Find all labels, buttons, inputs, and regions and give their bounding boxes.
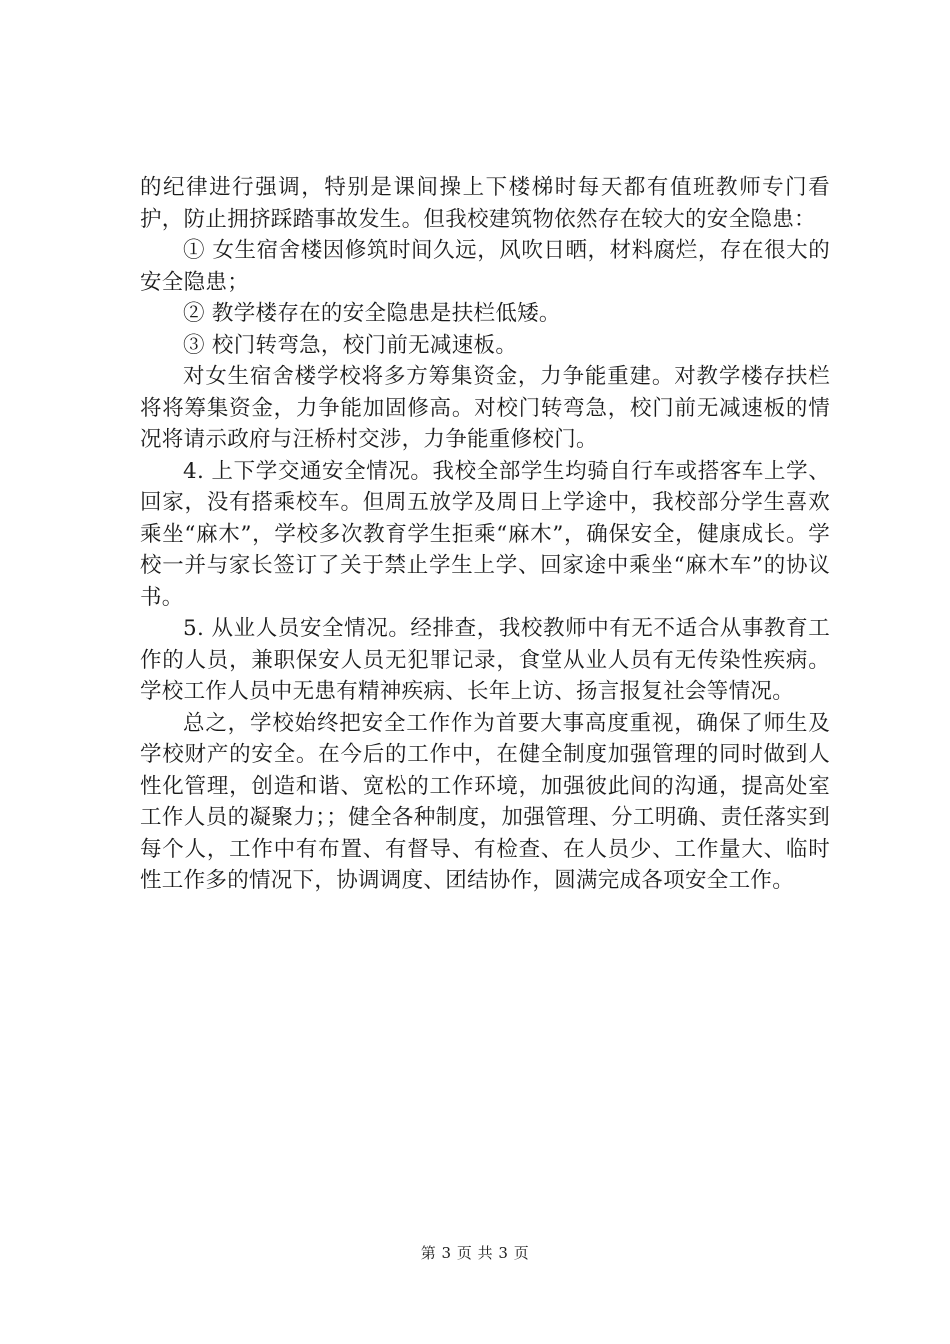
paragraph-5: 对女生宿舍楼学校将多方筹集资金，力争能重建。对教学楼存扶栏将将筹集资金，力争能加固修高。对校门转弯急，校门前无减速板的情况将请示政府与汪桥村交涉，力争能重修校门。 (140, 364, 830, 452)
paragraph-4: ③ 校门转弯急，校门前无减速板。 (183, 332, 518, 358)
paragraph-8: 总之，学校始终把安全工作作为首要大事高度重视，确保了师生及学校财产的安全。在今后的工作中，在健全制度加强管理的同时做到人性化管理，创造和谐、宽松的工作环境，加强彼此间的沟通，提高处室工作人员的凝聚力；；健全各种制度，加强管理、分工明确、责任落实到每个人，工作中有布置、有督导、有检查、在人员少、工作量大、临时性工作多的情况下，协调调度、团结协作，圆满完成各项安全工作。 (140, 710, 830, 893)
paragraph-1: 的纪律进行强调，特别是课间操上下楼梯时每天都有值班教师专门看护，防止拥挤踩踏事故发生。但我校建筑物依然存在较大的安全隐患： (140, 175, 830, 232)
paragraph-7: 5. 从业人员安全情况。经排查，我校教师中有无不适合从事教育工作的人员，兼职保安人员无犯罪记录，食堂从业人员有无传染性疾病。学校工作人员中无患有精神疾病、长年上访、扬言报复社会等情况。 (140, 616, 830, 704)
document-body (140, 172, 830, 897)
paragraph-2: ① 女生宿舍楼因修筑时间久远，风吹日晒，材料腐烂，存在很大的安全隐患； (140, 238, 830, 295)
paragraph-6: 4. 上下学交通安全情况。我校全部学生均骑自行车或搭客车上学、回家，没有搭乘校车。但周五放学及周日上学途中，我校部分学生喜欢乘坐“麻木”，学校多次教育学生拒乘“麻木”，确保安全，健康成长。学校一并与家长签订了关于禁止学生上学、回家途中乘坐“麻木车”的协议书。 (140, 458, 830, 610)
page-footer: 第 3 页 共 3 页 (420, 1244, 530, 1262)
paragraph-3: ② 教学楼存在的安全隐患是扶栏低矮。 (183, 301, 561, 326)
